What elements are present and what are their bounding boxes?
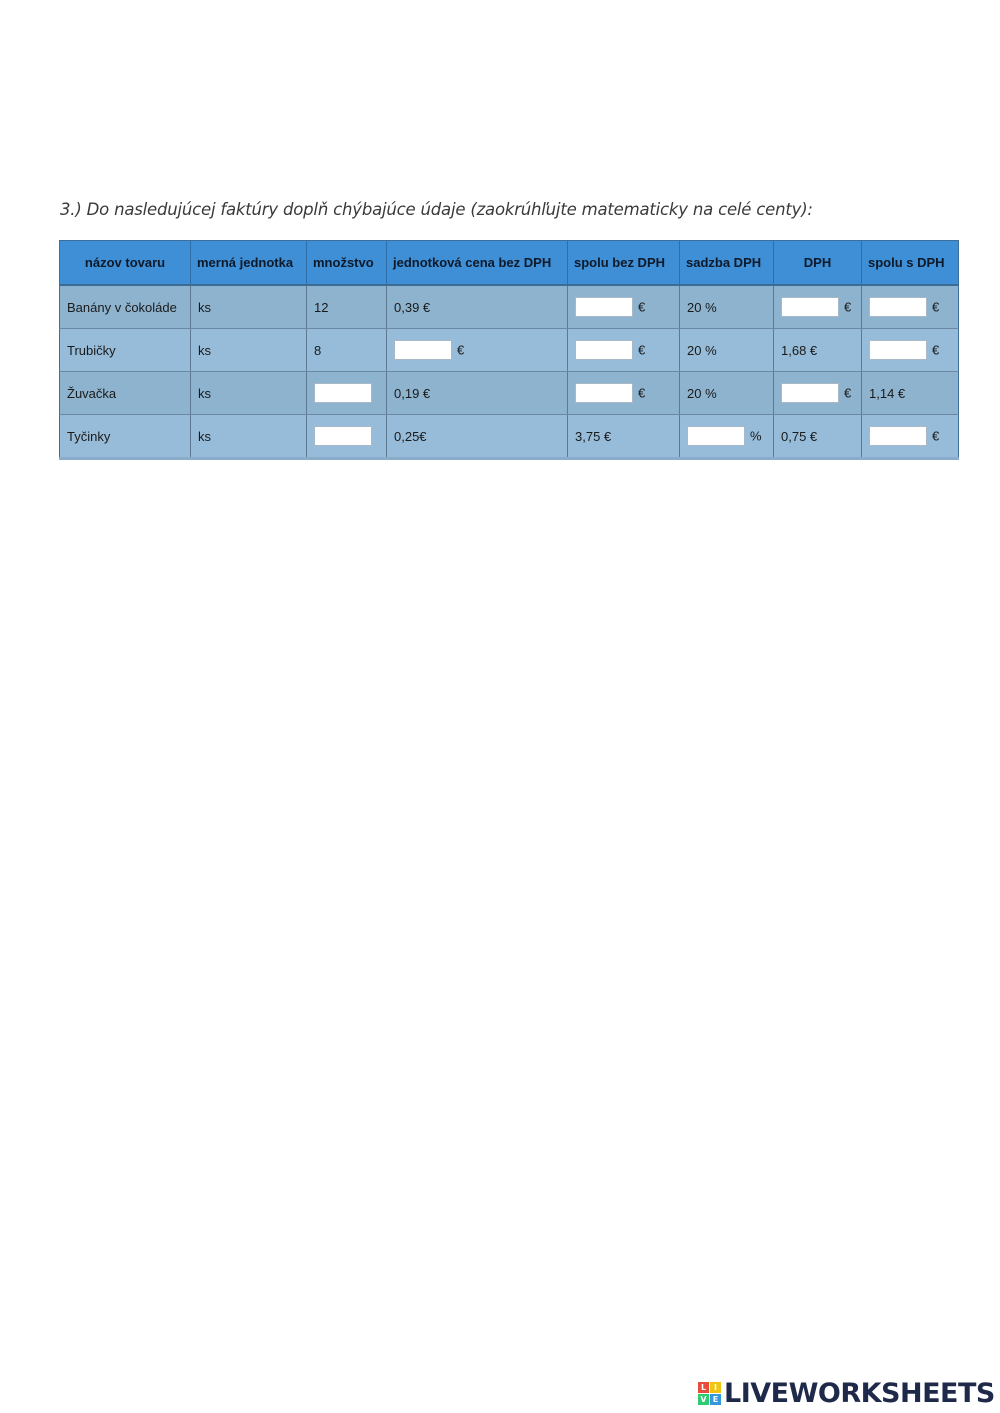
unit-price-input[interactable]	[394, 340, 452, 360]
logo-text: LIVEWORKSHEETS	[724, 1377, 995, 1409]
vat-input[interactable]	[781, 297, 839, 317]
header-total-without-vat: spolu bez DPH	[568, 241, 680, 286]
unit: ks	[191, 415, 307, 459]
euro-sign: €	[638, 342, 646, 358]
euro-sign: €	[932, 428, 940, 444]
euro-sign: €	[844, 385, 852, 401]
total-with-vat-cell	[862, 415, 959, 459]
total-without-vat-input[interactable]	[575, 383, 633, 403]
header-unit: merná jednotka	[191, 241, 307, 286]
vat-rate-cell	[680, 415, 774, 459]
table-row	[60, 372, 959, 415]
total-with-vat: 1,14 €	[862, 372, 959, 415]
euro-sign: €	[844, 299, 852, 315]
total-with-vat-input[interactable]	[869, 340, 927, 360]
quantity: 12	[307, 285, 387, 329]
vat-cell	[774, 285, 862, 329]
table-row	[60, 285, 959, 329]
total-without-vat-input[interactable]	[575, 297, 633, 317]
total-with-vat-input[interactable]	[869, 297, 927, 317]
total-without-vat: 3,75 €	[568, 415, 680, 459]
header-vat-rate: sadzba DPH	[680, 241, 774, 286]
total-without-vat-input[interactable]	[575, 340, 633, 360]
vat: 0,75 €	[774, 415, 862, 459]
quantity-input[interactable]	[314, 383, 372, 403]
percent-sign: %	[750, 428, 762, 444]
header-total-with-vat: spolu s DPH	[862, 241, 959, 286]
vat-rate: 20 %	[680, 285, 774, 329]
unit: ks	[191, 372, 307, 415]
vat-rate: 20 %	[680, 372, 774, 415]
total-without-vat-cell	[568, 372, 680, 415]
vat-input[interactable]	[781, 383, 839, 403]
liveworksheets-logo	[698, 1377, 995, 1409]
euro-sign: €	[638, 385, 646, 401]
euro-sign: €	[932, 299, 940, 315]
product-name: Trubičky	[60, 329, 191, 372]
quantity-cell	[307, 372, 387, 415]
quantity-input[interactable]	[314, 426, 372, 446]
header-unit-price: jednotková cena bez DPH	[387, 241, 568, 286]
total-with-vat-cell	[862, 329, 959, 372]
vat-rate: 20 %	[680, 329, 774, 372]
task-instruction: 3.) Do nasledujúcej faktúry doplň chýbajúce údaje (zaokrúhľujte matematicky na celé centy):	[60, 200, 813, 219]
table-row	[60, 415, 959, 459]
logo-mark-letter: E	[710, 1394, 721, 1405]
unit-price: 0,19 €	[387, 372, 568, 415]
euro-sign: €	[932, 342, 940, 358]
unit: ks	[191, 285, 307, 329]
header-vat: DPH	[774, 241, 862, 286]
unit-price: 0,25€	[387, 415, 568, 459]
unit-price: 0,39 €	[387, 285, 568, 329]
product-name: Tyčinky	[60, 415, 191, 459]
invoice-table	[59, 240, 959, 460]
euro-sign: €	[457, 342, 465, 358]
quantity-cell	[307, 415, 387, 459]
header-product-name: názov tovaru	[60, 241, 191, 286]
total-with-vat-input[interactable]	[869, 426, 927, 446]
vat-cell	[774, 372, 862, 415]
total-with-vat-cell	[862, 285, 959, 329]
vat-rate-input[interactable]	[687, 426, 745, 446]
table-row	[60, 329, 959, 372]
logo-mark-icon	[698, 1382, 721, 1405]
logo-mark-letter: V	[698, 1394, 709, 1405]
header-row	[60, 241, 959, 286]
quantity: 8	[307, 329, 387, 372]
total-without-vat-cell	[568, 329, 680, 372]
unit: ks	[191, 329, 307, 372]
header-quantity: množstvo	[307, 241, 387, 286]
product-name: Žuvačka	[60, 372, 191, 415]
vat: 1,68 €	[774, 329, 862, 372]
logo-mark-letter: L	[698, 1382, 709, 1393]
euro-sign: €	[638, 299, 646, 315]
logo-mark-letter: I	[710, 1382, 721, 1393]
unit-price-cell	[387, 329, 568, 372]
total-without-vat-cell	[568, 285, 680, 329]
product-name: Banány v čokoláde	[60, 285, 191, 329]
